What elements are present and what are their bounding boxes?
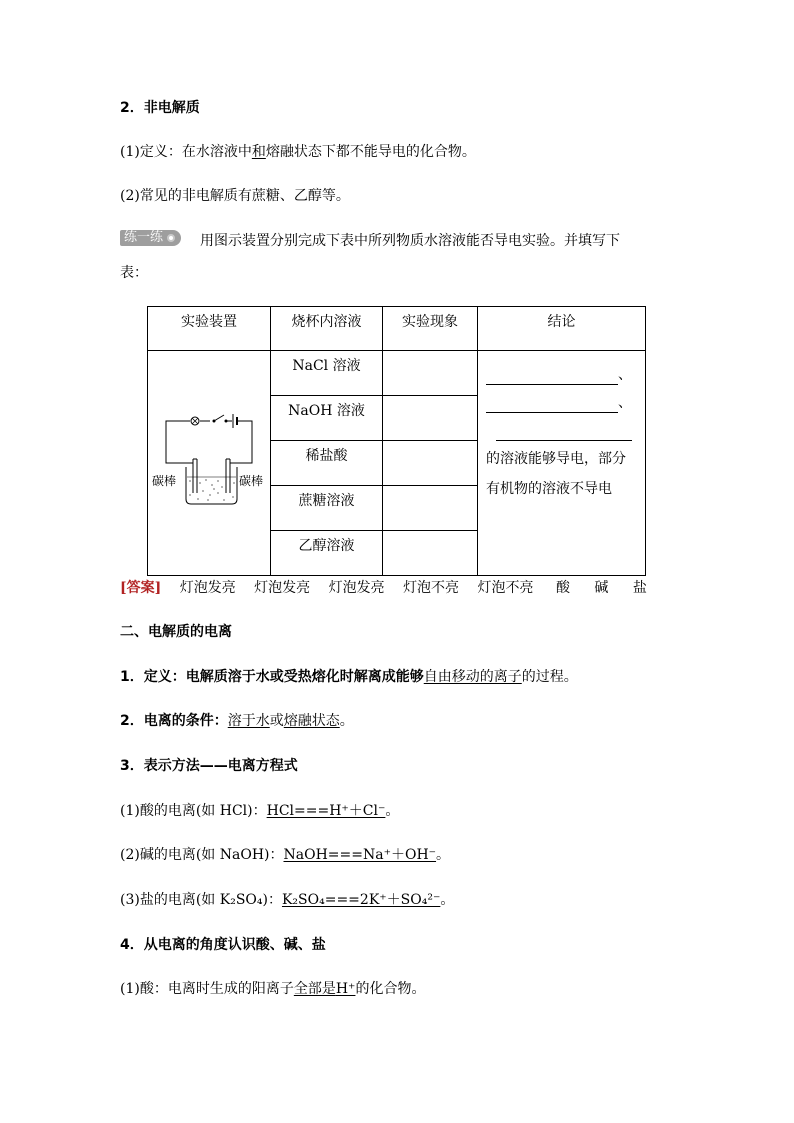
conclusion-line-2: 有机物的溶液不导电: [486, 481, 612, 497]
salt-ionization-line: (3)盐的电离(如 K₂SO₄)：K₂SO₄===2K⁺＋SO₄²⁻。: [120, 892, 455, 908]
conclusion-line-1: 的溶液能够导电，部分: [486, 451, 626, 467]
phenomenon-blank: [383, 531, 478, 576]
acid-base-salt-title: 4．从电离的角度认识酸、碱、盐: [120, 937, 326, 953]
underlined-answer: 全部是: [293, 981, 336, 997]
carbon-rod-left-label: 碳棒: [152, 474, 177, 488]
phenomenon-blank: [383, 441, 478, 486]
header-conclusion: 结论: [478, 307, 646, 351]
phenomenon-blank: [383, 351, 478, 396]
definition-suffix: 熔融状态下都不能导电的化合物。: [265, 144, 476, 160]
underlined-answer: 溶于水: [227, 713, 270, 729]
acid-ionization-line: (1)酸的电离(如 HCl)：HCl===H⁺＋Cl⁻。: [120, 803, 400, 819]
underlined-answer: H⁺: [335, 981, 356, 997]
answer-line: [120, 578, 647, 598]
acid-definition-line: (1)酸：电离时生成的阳离子全部是H⁺的化合物。: [120, 981, 426, 997]
answer-label: [答案]: [120, 580, 162, 596]
answer-item: 灯泡不亮: [403, 580, 460, 596]
answer-item: 灯泡发亮: [254, 580, 311, 596]
ionization-definition: 1．定义：电解质溶于水或受热熔化时解离成能够自由移动的离子的过程。: [120, 669, 578, 685]
table-header-row: [148, 307, 646, 351]
solution-nacl: NaCl 溶液: [271, 351, 383, 396]
conclusion-blank-3: [486, 421, 645, 441]
underlined-answer: 熔融状态: [283, 713, 340, 729]
salt-equation: K₂SO₄===2K⁺＋SO₄²⁻: [281, 892, 441, 908]
header-phenomenon: 实验现象: [383, 307, 478, 351]
definition-prefix: (1)定义：在水溶液中: [120, 144, 252, 160]
experiment-table: [147, 306, 646, 576]
phenomenon-blank: [383, 396, 478, 441]
answer-item: 酸: [555, 580, 570, 596]
conclusion-blank-2: 、: [486, 393, 645, 413]
phenomenon-blank: [383, 486, 478, 531]
underlined-answer: 自由移动的离子: [423, 669, 522, 685]
conductivity-apparatus-figure: [148, 401, 270, 521]
header-apparatus: 实验装置: [148, 307, 271, 351]
answer-item: 碱: [594, 580, 609, 596]
answer-item: 盐: [632, 580, 647, 596]
section-title-ionization: 二、电解质的电离: [120, 624, 232, 640]
practice-text-line2: 表：: [120, 265, 148, 281]
answer-item: 灯泡不亮: [477, 580, 534, 596]
conclusion-blank-1: 、: [486, 365, 645, 385]
common-nonelectrolytes: (2)常见的非电解质有蔗糖、乙醇等。: [120, 188, 350, 204]
base-equation: NaOH===Na⁺＋OH⁻: [283, 847, 437, 863]
definition-line: [120, 142, 476, 162]
solution-sucrose: 蔗糖溶液: [271, 486, 383, 531]
practice-text-line1: 用图示装置分别完成下表中所列物质水溶液能否导电实验。并填写下: [200, 233, 620, 249]
ionization-condition: 2．电离的条件：溶于水或熔融状态。: [120, 713, 354, 729]
solution-naoh: NaOH 溶液: [271, 396, 383, 441]
apparatus-figure-cell: [148, 351, 271, 576]
header-solution: 烧杯内溶液: [271, 307, 383, 351]
answer-item: 灯泡发亮: [179, 580, 236, 596]
answer-item: 灯泡发亮: [328, 580, 385, 596]
solution-ethanol: 乙醇溶液: [271, 531, 383, 576]
representation-method-title: 3．表示方法——电离方程式: [120, 758, 298, 774]
practice-badge: 练一练: [120, 230, 181, 246]
solution-hcl: 稀盐酸: [271, 441, 383, 486]
conclusion-cell: [478, 351, 646, 576]
carbon-rod-right-label: 碳棒: [239, 474, 264, 488]
definition-underlined: 和: [251, 144, 266, 160]
beaker-icon: [186, 467, 237, 504]
base-ionization-line: (2)碱的电离(如 NaOH)：NaOH===Na⁺＋OH⁻。: [120, 847, 451, 863]
acid-equation: HCl===H⁺＋Cl⁻: [266, 803, 386, 819]
section-title-nonelectrolyte: 2．非电解质: [120, 100, 200, 116]
table-row: [148, 351, 646, 396]
